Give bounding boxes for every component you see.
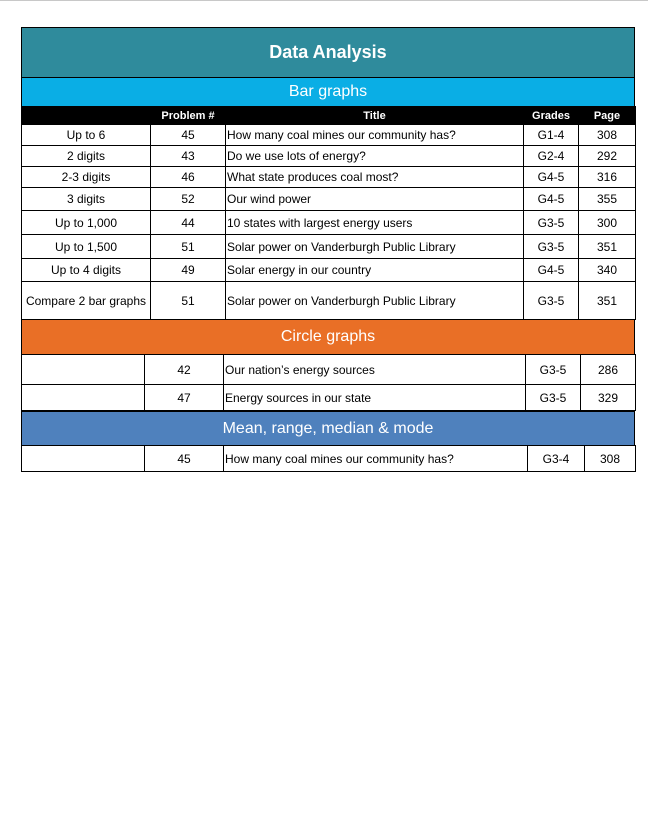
problem-title: Solar energy in our country [226, 259, 524, 282]
problem-number: 47 [145, 385, 224, 411]
problem-title: Our wind power [226, 188, 524, 211]
page-number: 340 [579, 259, 636, 282]
problem-title: How many coal mines our community has? [226, 125, 524, 146]
page-number: 308 [585, 446, 636, 472]
problem-title: Our nation’s energy sources [224, 355, 526, 385]
table-row [22, 211, 636, 235]
page-number: 316 [579, 167, 636, 188]
problem-title: 10 states with largest energy users [226, 211, 524, 235]
problem-number: 42 [145, 355, 224, 385]
table-row [22, 146, 636, 167]
row-label: 2-3 digits [22, 167, 151, 188]
problem-title: How many coal mines our community has? [224, 446, 528, 472]
problem-number: 51 [151, 235, 226, 259]
problem-number: 49 [151, 259, 226, 282]
row-label [22, 446, 145, 472]
problem-number: 51 [151, 282, 226, 320]
problem-title: Solar power on Vanderburgh Public Library [226, 282, 524, 320]
page-number: 286 [581, 355, 636, 385]
grades: G4-5 [524, 259, 579, 282]
row-label: Up to 6 [22, 125, 151, 146]
mean-range-median-mode-header: Mean, range, median & mode [21, 411, 635, 445]
problem-number: 43 [151, 146, 226, 167]
page-number: 329 [581, 385, 636, 411]
grades: G2-4 [524, 146, 579, 167]
page-number: 308 [579, 125, 636, 146]
grades: G3-5 [524, 211, 579, 235]
grades: G3-5 [524, 282, 579, 320]
row-label: Up to 4 digits [22, 259, 151, 282]
table-row [22, 235, 636, 259]
table-row [22, 446, 636, 472]
page-number: 351 [579, 282, 636, 320]
row-label [22, 385, 145, 411]
row-label [22, 355, 145, 385]
row-label: 2 digits [22, 146, 151, 167]
table-row [22, 385, 636, 411]
table-row [22, 167, 636, 188]
problem-number: 45 [145, 446, 224, 472]
table-row [22, 282, 636, 320]
problem-title: Energy sources in our state [224, 385, 526, 411]
grades: G3-5 [526, 355, 581, 385]
problem-title: Do we use lots of energy? [226, 146, 524, 167]
bar-graphs-header: Bar graphs [21, 78, 635, 106]
column-header: Grades [524, 107, 579, 125]
grades: G3-5 [526, 385, 581, 411]
table-row [22, 188, 636, 211]
page-top-rule [0, 0, 648, 1]
table-row [22, 259, 636, 282]
page-number: 351 [579, 235, 636, 259]
row-label: Up to 1,500 [22, 235, 151, 259]
grades: G3-5 [524, 235, 579, 259]
table-row [22, 125, 636, 146]
row-label: Up to 1,000 [22, 211, 151, 235]
column-header: Title [226, 107, 524, 125]
circle-graphs-table [21, 354, 636, 411]
table-row [22, 355, 636, 385]
page-number: 292 [579, 146, 636, 167]
problem-number: 45 [151, 125, 226, 146]
column-header [22, 107, 151, 125]
grades: G1-4 [524, 125, 579, 146]
grades: G4-5 [524, 188, 579, 211]
grades: G3-4 [528, 446, 585, 472]
column-header: Problem # [151, 107, 226, 125]
bar-graphs-table [21, 106, 636, 320]
mean-median-table [21, 445, 636, 472]
problem-number: 52 [151, 188, 226, 211]
page-number: 300 [579, 211, 636, 235]
data-analysis-sheet [21, 27, 635, 472]
table-header-row [22, 107, 636, 125]
grades: G4-5 [524, 167, 579, 188]
sheet-title: Data Analysis [21, 27, 635, 78]
problem-title: Solar power on Vanderburgh Public Library [226, 235, 524, 259]
circle-graphs-header: Circle graphs [21, 320, 635, 354]
problem-title: What state produces coal most? [226, 167, 524, 188]
row-label: 3 digits [22, 188, 151, 211]
column-header: Page [579, 107, 636, 125]
problem-number: 44 [151, 211, 226, 235]
problem-number: 46 [151, 167, 226, 188]
page-number: 355 [579, 188, 636, 211]
row-label: Compare 2 bar graphs [22, 282, 151, 320]
